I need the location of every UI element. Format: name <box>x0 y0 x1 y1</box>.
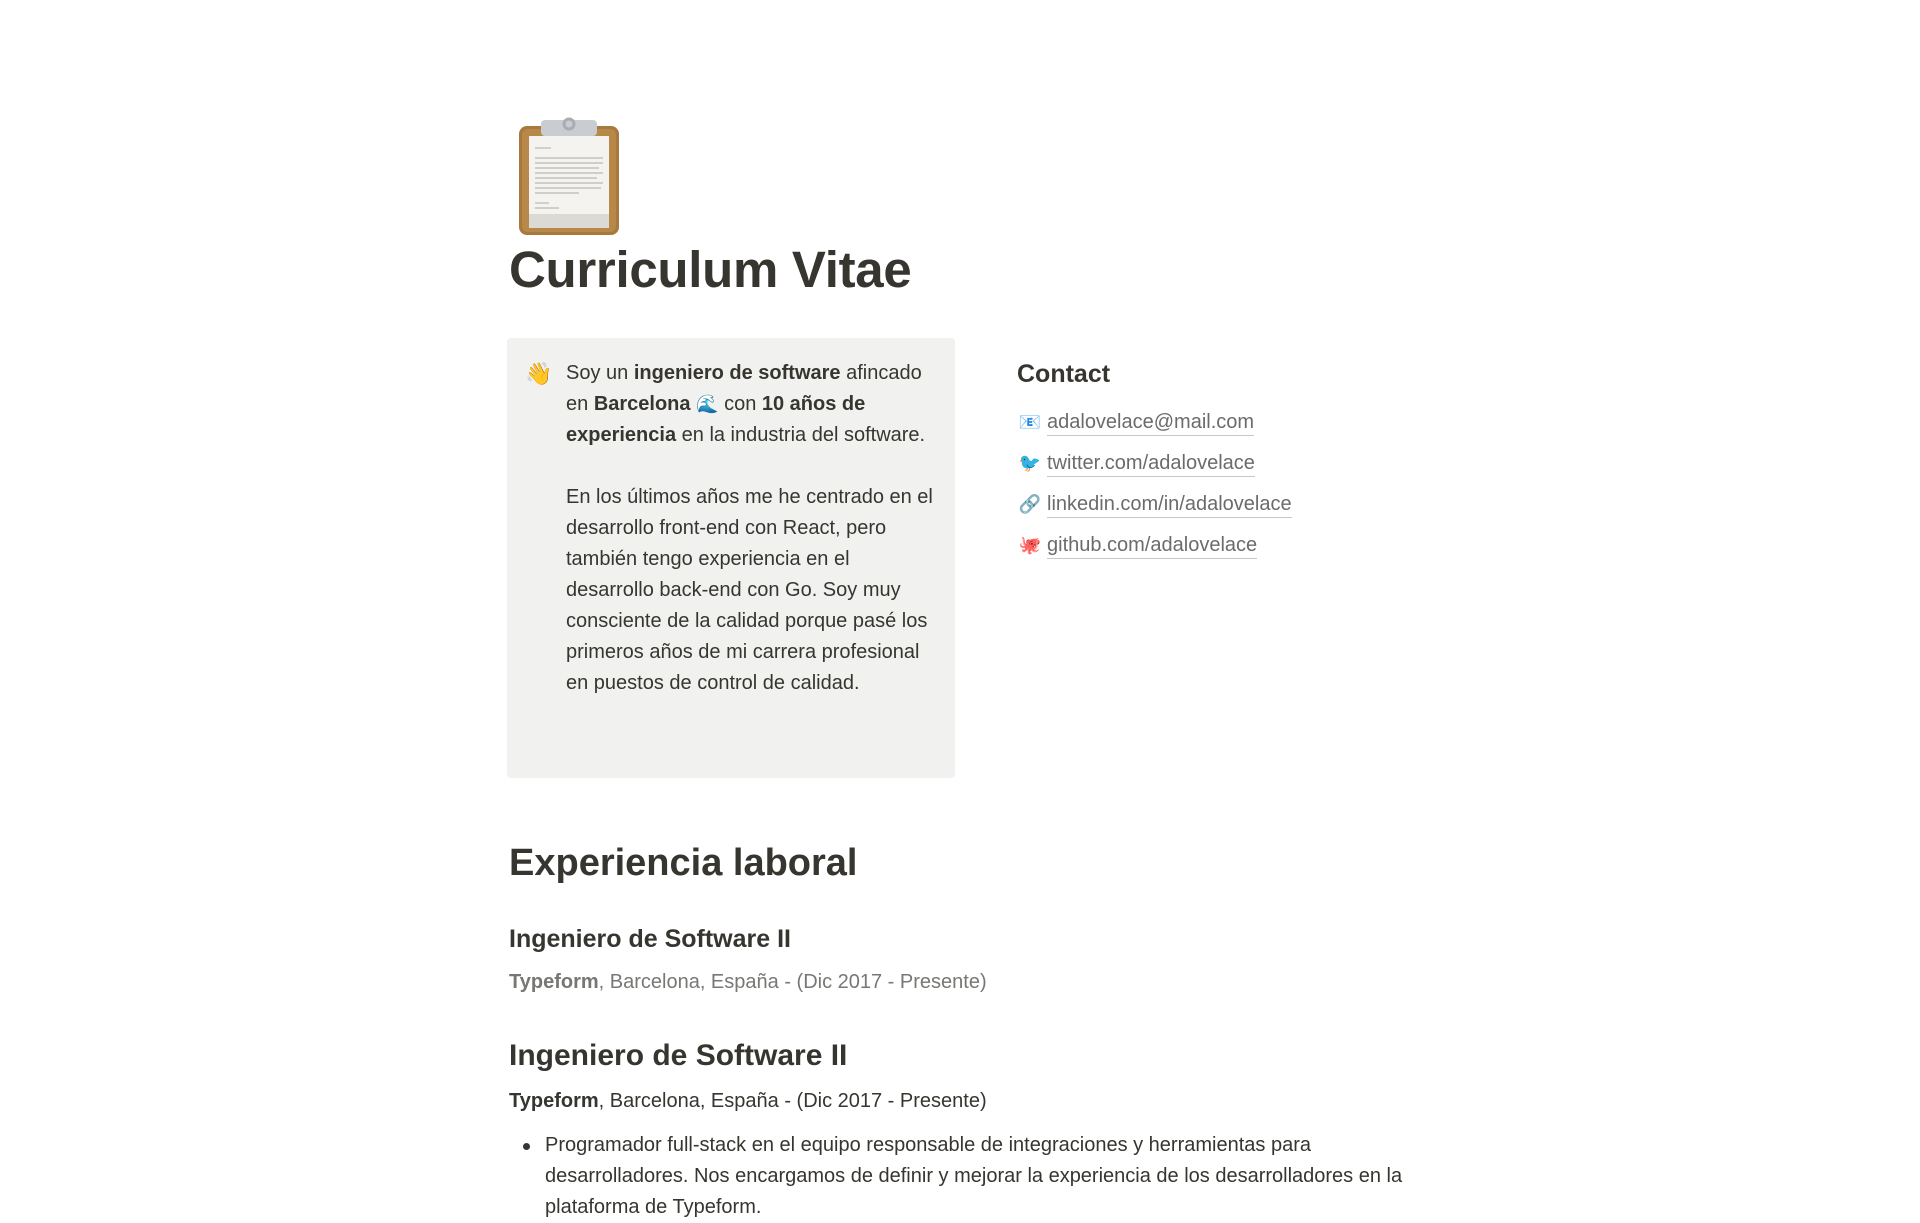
contact-heading: Contact <box>1017 360 1111 388</box>
job-company: Typeform <box>509 971 599 993</box>
callout-text: afincado en <box>566 362 922 415</box>
twitter-link[interactable]: twitter.com/adalovelace <box>1047 451 1255 477</box>
callout-bold-role: ingeniero de software <box>633 362 841 384</box>
contact-item-linkedin <box>1017 484 1417 525</box>
job-details: , Barcelona, España - (Dic 2017 - Presente) <box>598 971 987 993</box>
job-bullets <box>509 1130 1409 1223</box>
job-meta <box>509 971 987 994</box>
callout-text: Soy un <box>566 362 634 384</box>
github-link[interactable]: github.com/adalovelace <box>1047 533 1257 559</box>
callout-text: con <box>718 393 762 415</box>
clipboard-icon[interactable] <box>519 118 619 235</box>
job-details: , Barcelona, España - (Dic 2017 - Presente) <box>598 1090 987 1112</box>
callout-bold-city: Barcelona <box>593 393 691 415</box>
bird-icon: 🐦 <box>1018 453 1042 473</box>
callout-body <box>566 358 942 699</box>
callout-text: en la industria del software. <box>676 424 926 446</box>
experience-heading: Experiencia laboral <box>509 842 858 884</box>
contact-item-twitter <box>1017 443 1417 484</box>
link-icon: 🔗 <box>1018 494 1042 514</box>
callout-paragraph-2: En los últimos años me he centrado en el desarrollo front-end con React, pero también tengo experiencia en el desarrollo back-end con Go. Soy muy consciente de la calidad porque pasé los primeros años de mi carrera profesional en puestos de control de calidad. <box>566 486 933 694</box>
list-item: Programador full-stack en el equipo responsable de integraciones y herramientas para desarrolladores. Nos encargamos de definir y mejorar la experiencia de los desarrolladores en la plataforma de Typeform. <box>509 1130 1409 1223</box>
octopus-icon: 🐙 <box>1018 535 1042 555</box>
email-link[interactable]: adalovelace@mail.com <box>1047 410 1254 436</box>
job-title: Ingeniero de Software II <box>509 1039 848 1072</box>
contact-item-github <box>1017 525 1417 566</box>
intro-callout <box>507 338 955 778</box>
email-icon: 📧 <box>1018 412 1042 432</box>
callout-paragraph-1 <box>566 358 942 451</box>
callout-bold-years: 10 años de experiencia <box>566 393 866 446</box>
job-company: Typeform <box>509 1090 599 1112</box>
contact-section <box>1017 358 1417 566</box>
linkedin-link[interactable]: linkedin.com/in/adalovelace <box>1047 492 1292 518</box>
job-title: Ingeniero de Software II <box>509 925 791 953</box>
contact-item-email <box>1017 402 1417 443</box>
water-wave-icon: 🌊 <box>696 394 719 414</box>
page-title: Curriculum Vitae <box>509 241 912 298</box>
waving-hand-icon: 👋 <box>525 361 553 386</box>
job-meta <box>509 1090 987 1113</box>
